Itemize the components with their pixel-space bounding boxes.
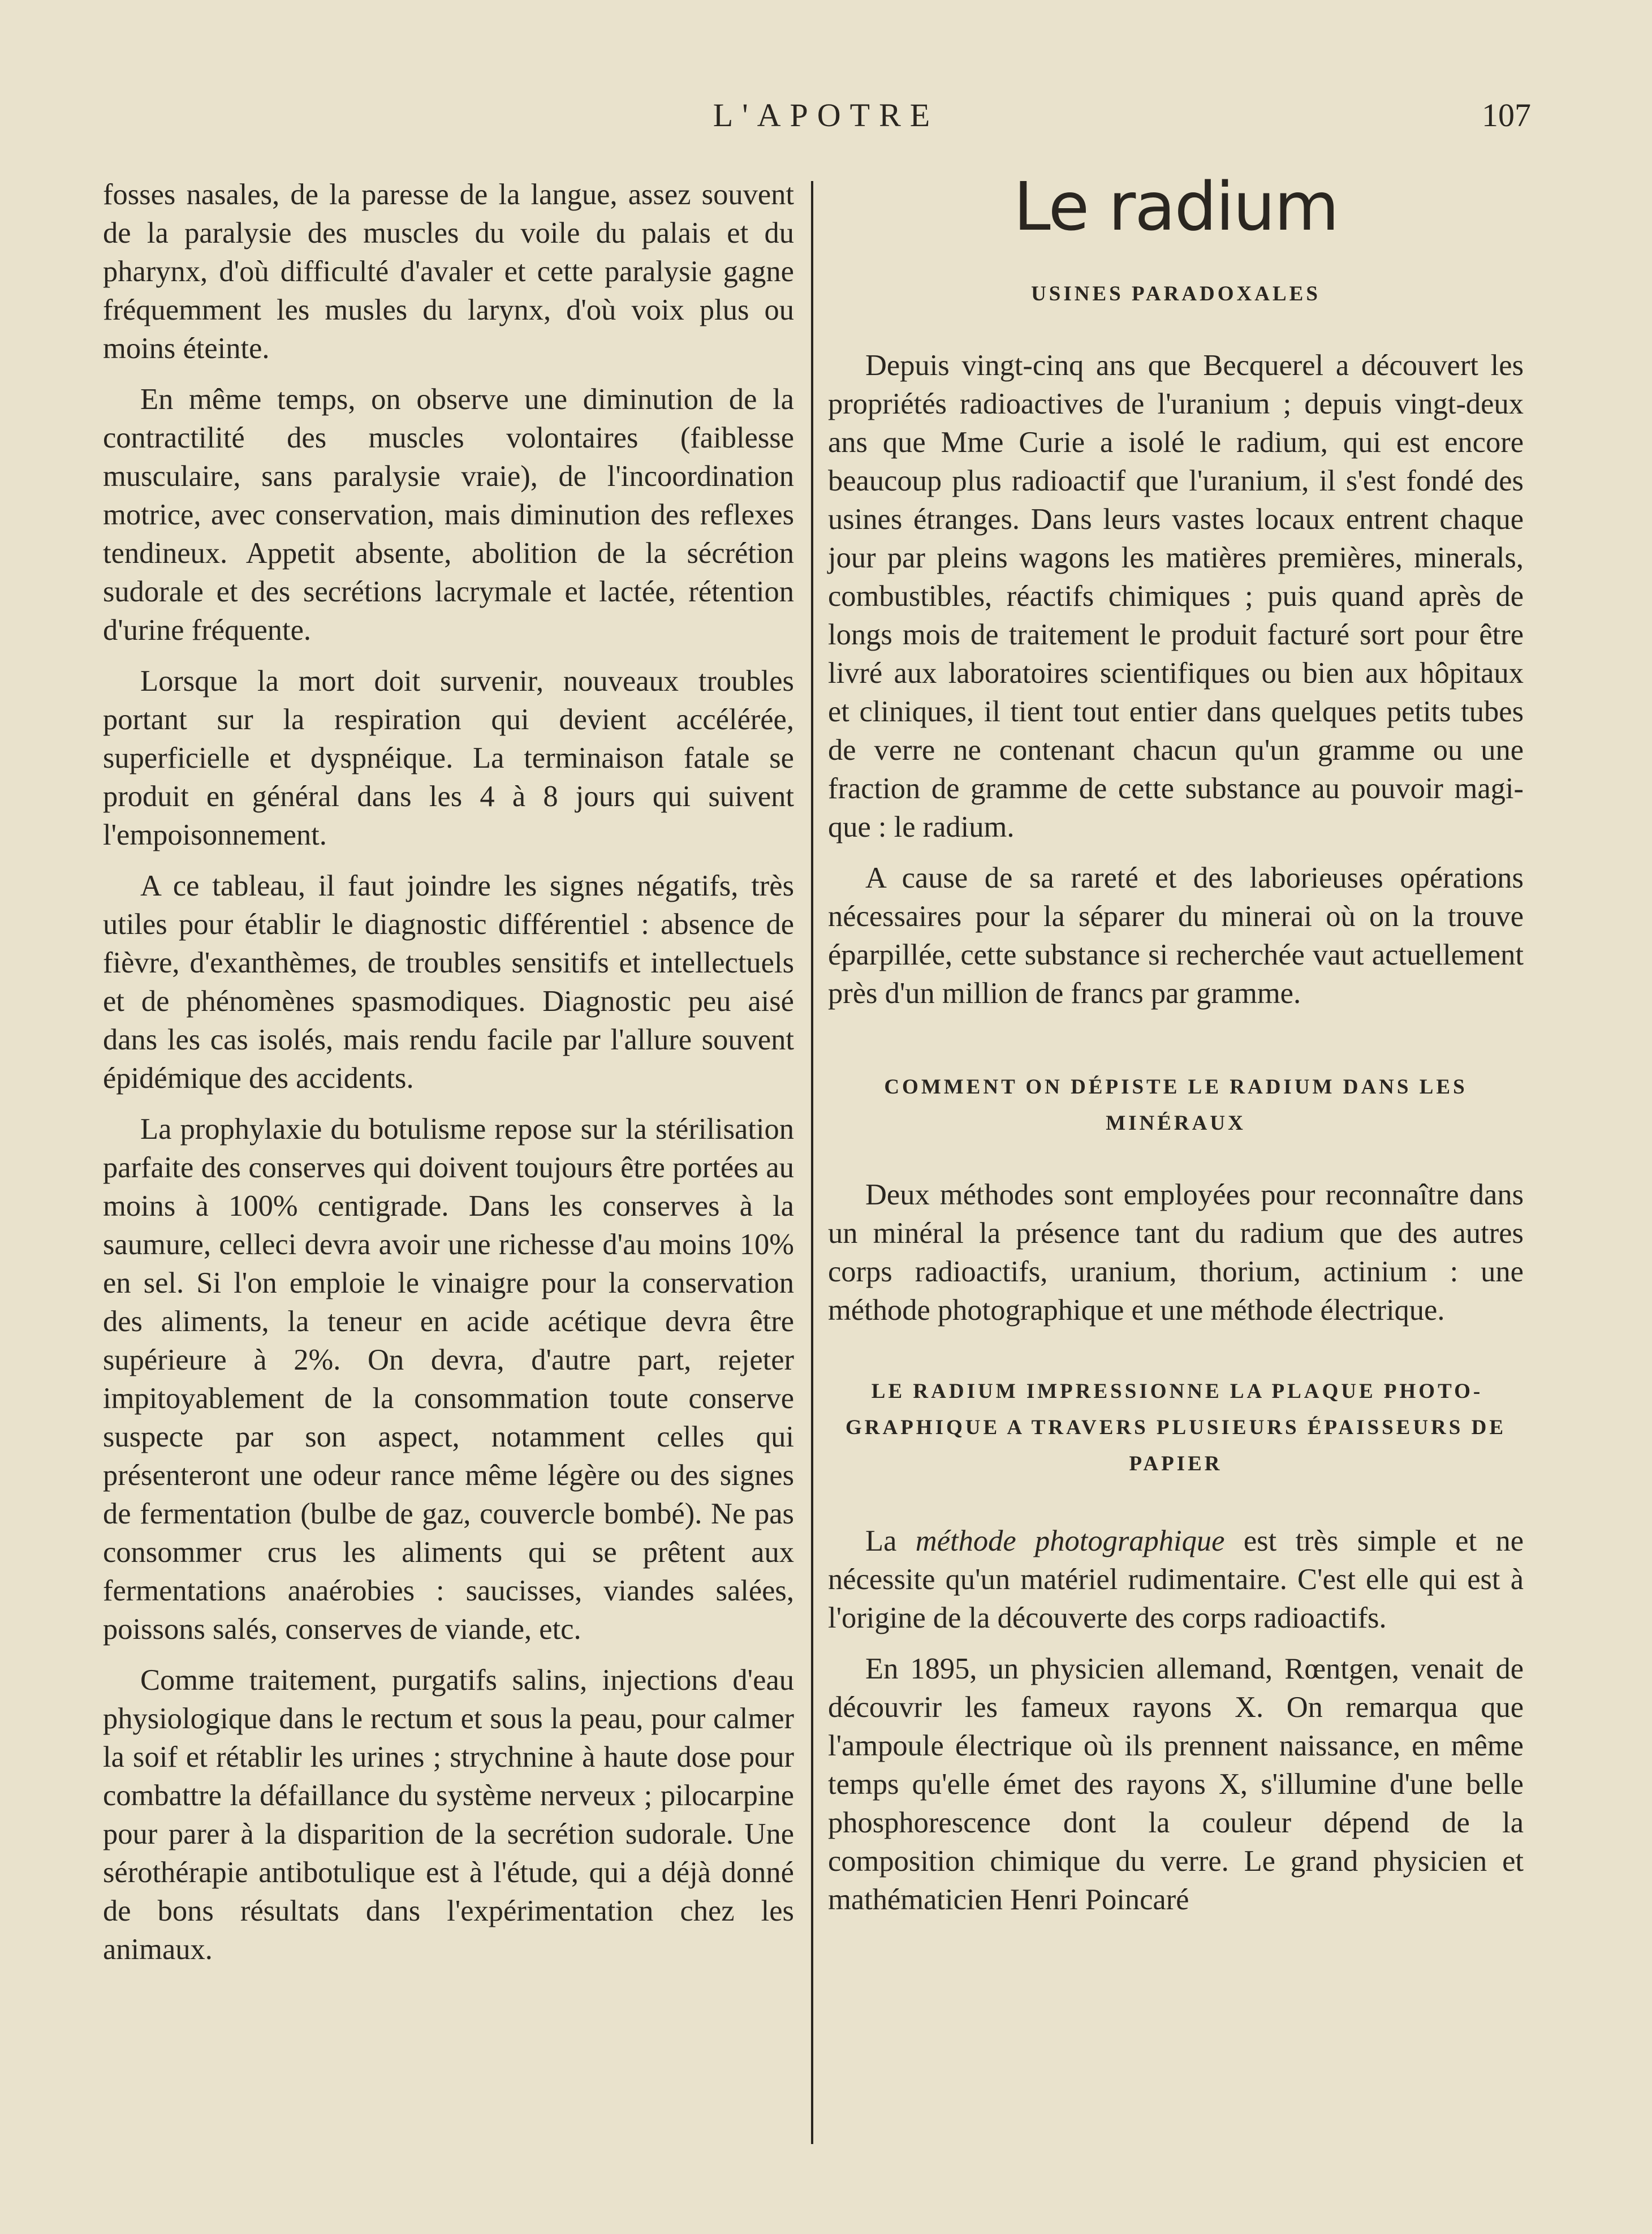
paragraph: Depuis vingt-cinq ans que Becquerel a découvert les propriétés radioactives de l'uranium ; depuis vingt-deux ans que Mme Curie a isolé le radium, qui est encore beaucoup plus radioactif que l'uranium, il s'est fondé des usines étranges. Dans leurs vastes locaux entrent chaque jour par pleins wagons les matières premières, minerals, combustibles, réactifs chimiques ; puis quand après de longs mois de traitement le produit facturé sort pour être livré aux laboratoires scientifiques ou bien aux hôpitaux et cliniques, il tient tout entier dans quelques petits tubes de verre ne contenant chacun qu'un gramme ou une fraction de gramme de cette substance au pouvoir magique : le radium.	[828, 349, 1524, 843]
running-title: L'APOTRE	[713, 97, 939, 134]
paragraph: A ce tableau, il faut joindre les signes négatifs, très utiles pour établir le diagnostic différentiel : absence de fièvre, d'exanthèmes, de troubles sensitifs et intellectuels et de phénomènes spasmodiques. Diagnostic peu aisé dans les cas isolés, mais rendu facile par l'allure souvent épidémique des accidents.	[103, 870, 794, 1095]
right-column	[828, 164, 1524, 1919]
paragraph: Comme traitement, purgatifs salins, injections d'eau physiologique dans le rectum et sous la peau, pour calmer la soif et rétablir les urines ; strychnine à haute dose pour combattre la défaillance du système nerveux ; pilocarpine pour parer à la disparition de la secrétion sudorale. Une sérothérapie antibotulique est à l'étude, qui a déjà donné de bons résultats dans l'expérimentation chez les animaux.	[103, 1664, 794, 1966]
section-heading: LE RADIUM IMPRESSIONNE LA PLAQUE PHOTOGRAPHIQUE A TRAVERS PLUSIEURS ÉPAISSEURS DE PAPIER	[845, 1380, 1507, 1475]
paragraph: En même temps, on observe une diminution de la contractilité des muscles volontaires (faiblesse musculaire, sans paralysie vraie), de l'incoordination motrice, avec conservation, mais diminution des reflexes tendineux. Appetit absente, abolition de la sécrétion sudorale et des secrétions lacrymale et lactée, rétention d'urine fréquente.	[103, 383, 794, 647]
text-run: La	[865, 1525, 916, 1557]
article-title: Le radium	[1013, 167, 1339, 246]
paragraph: Deux méthodes sont employées pour reconnaître dans un minéral la présence tant du radium que des autres corps radioactifs, uranium, thorium, actinium : une méthode photographique et une méthode électrique.	[828, 1178, 1524, 1327]
paragraph	[828, 1522, 1524, 1637]
paragraph: En 1895, un physicien allemand, Rœntgen, venait de découvrir les fameux rayons X. On remarqua que l'ampoule électrique où ils prennent naissance, en même temps qu'elle émet des rayons X, s'illumine d'une belle phosphorescence dont la couleur dépend de la composition chimique du verre. Le grand physicien et mathématicien Henri Poincaré	[828, 1652, 1524, 1916]
left-column	[103, 175, 794, 1969]
paragraph: fosses nasales, de la paresse de la langue, assez souvent de la paralysie des muscles du voile du palais et du pharynx, d'où difficulté d'avaler et cette paralysie gagne fréquemment les musles du larynx, d'où voix plus ou moins éteinte.	[103, 178, 794, 365]
emphasis: méthode photographique	[915, 1525, 1225, 1557]
paragraph: A cause de sa rareté et des laborieuses opérations nécessaires pour la séparer du minerai où on la trouve éparpillée, cette substance si recherchée vaut actuellement près d'un million de francs par gramme.	[828, 862, 1524, 1010]
paragraph: La prophylaxie du botulisme repose sur la stérilisation parfaite des conserves qui doivent toujours être portées au moins à 100% centigrade. Dans les conserves à la saumure, celleci devra avoir une richesse d'au moins 10% en sel. Si l'on emploie le vinaigre pour la conservation des aliments, la teneur en acide acétique devra être supérieure à 2%. On devra, d'autre part, rejeter impitoyablement de la consommation toute conserve suspecte par son aspect, notamment celles qui présenteront une odeur rance même légère ou des signes de fermentation (bulbe de gaz, couvercle bombé). Ne pas consommer crus les aliments qui se prêtent aux fermentations anaérobies : saucisses, viandes salées, poissons salés, conserves de viande, etc.	[103, 1113, 794, 1646]
text-run: est très simple et ne nécessite qu'un matériel rudimentaire. C'est elle qui est à l'origine de la découverte des corps radioactifs.	[828, 1525, 1524, 1634]
section-heading: USINES PARADOXALES	[1031, 282, 1321, 305]
page-number: 107	[1482, 97, 1531, 134]
paragraph: Lorsque la mort doit survenir, nouveaux troubles portant sur la respiration qui devient accélérée, superficielle et dyspnéique. La terminaison fatale se produit en général dans les 4 à 8 jours qui suivent l'empoisonnement.	[103, 665, 794, 851]
column-divider	[811, 181, 813, 2144]
section-heading: COMMENT ON DÉPISTE LE RADIUM DANS LES MINÉRAUX	[884, 1075, 1468, 1135]
